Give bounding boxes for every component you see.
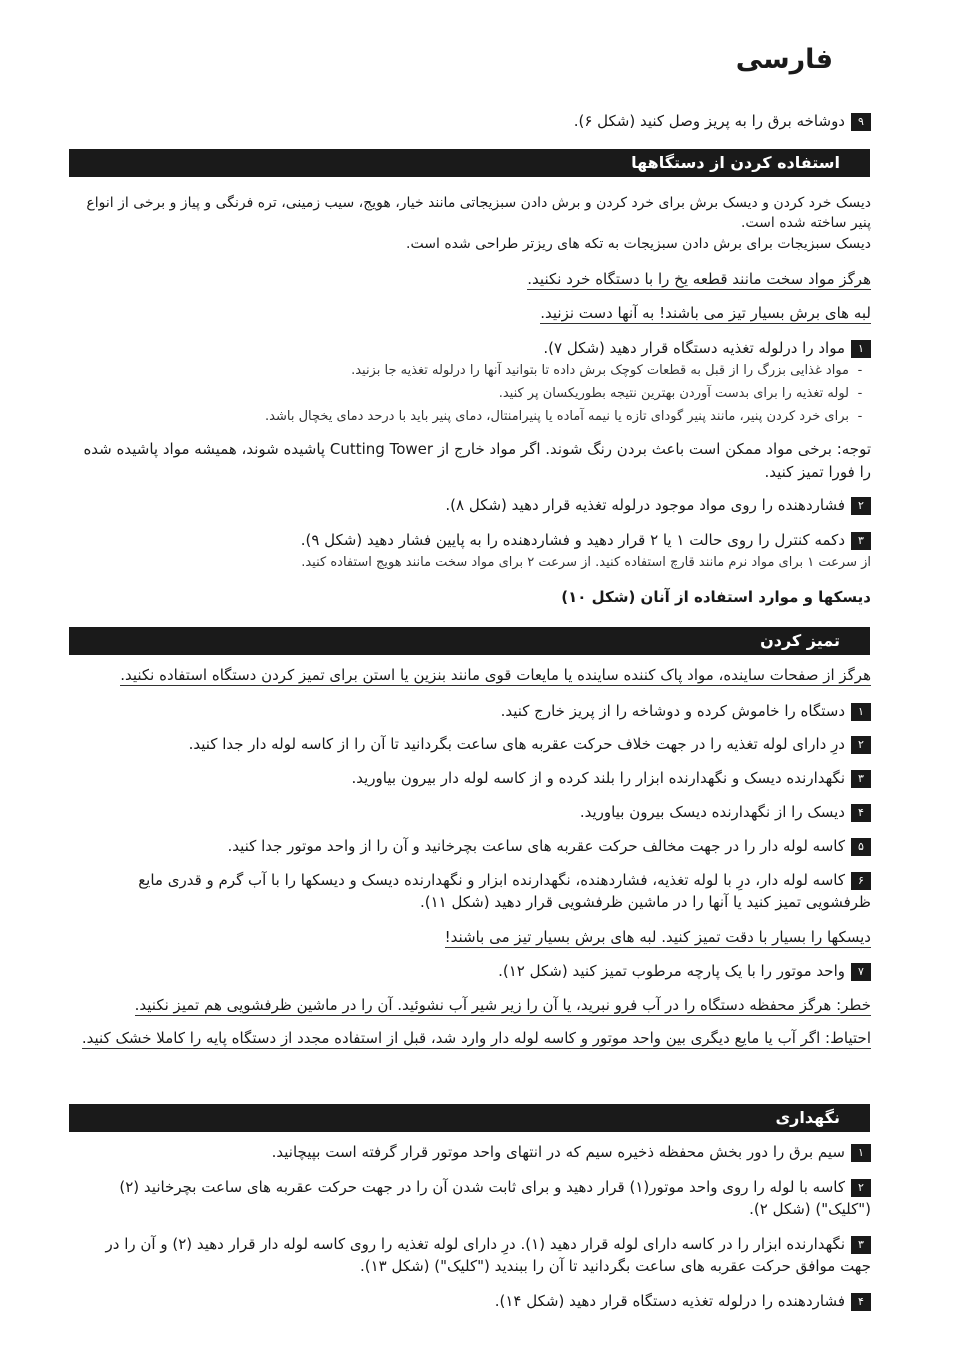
warning-text: هرگز مواد سخت مانند قطعه یخ را با دستگاه خرد نکنید. bbox=[527, 270, 871, 288]
step-text: دستگاه را خاموش کرده و دوشاخه را از پریز خارج کنید. bbox=[500, 702, 845, 720]
storage-step-4 bbox=[76, 1290, 871, 1312]
cleaning-step-6 bbox=[76, 869, 871, 913]
discs-subheading: دیسکها و موارد استفاده از آنان (شکل ۱۰) bbox=[561, 588, 871, 606]
caution-notice bbox=[76, 1027, 871, 1050]
step-text: مواد را درلوله تغذیه دستگاه قرار دهید (شکل ۷). bbox=[543, 339, 845, 357]
section-header-storage: نگهداری bbox=[69, 1104, 870, 1132]
step-text: کاسه لوله دار را در جهت مخالف حرکت عقربه های ساعت بچرخانید و آن را از واحد موتور جدا کنید. bbox=[227, 837, 845, 855]
step-text: فشاردهنده را روی مواد موجود درلوله تغذیه قرار دهید (شکل ۸). bbox=[445, 496, 845, 514]
bullet-item: -مواد غذایی بزرگ را از قبل به قطعات کوچک برش داده تا بتوانید آنها را درلوله تغذیه جا بزنید. bbox=[351, 363, 863, 378]
cleaning-warning bbox=[120, 664, 871, 686]
warning-sharp bbox=[540, 302, 871, 324]
step-number: ۵ bbox=[851, 838, 871, 856]
cleaning-step-4 bbox=[76, 801, 871, 823]
step-text: دیسک را از نگهدارنده دیسک بیرون بیاورید. bbox=[579, 803, 845, 821]
using-step-2 bbox=[76, 494, 871, 516]
step-number: ۷ bbox=[851, 963, 871, 981]
step-number: ۱ bbox=[851, 703, 871, 721]
intro-step bbox=[76, 110, 871, 132]
step-number: ۴ bbox=[851, 1293, 871, 1311]
bullet-item: -برای خرد کردن پنیر، مانند پنیر گودای تازه یا نیمه آماده یا پنیرامنتال، دمای پنیر باید با درحد دمای یخچال باشد. bbox=[265, 409, 863, 424]
step-text: نگهدارنده ابزار را در کاسه دارای لوله قرار دهید (۱). درِ دارای لوله تغذیه را روی کاسه لوله دار قرار دهید (۲) و آن را در جهت موافق حرکت عقربه های ساعت بگردانید تا آن را ببندید ("کلیک") (شکل ۱۳). bbox=[105, 1235, 871, 1275]
step-text: دکمه کنترل را روی حالت ۱ یا ۲ قرار دهید و فشاردهنده را به پایین فشار دهید (شکل ۹). bbox=[300, 531, 845, 549]
step-text: نگهدارنده دیسک و نگهدارنده ابزار را بلند کرده و از کاسه لوله دار بیرون بیاورید. bbox=[351, 769, 845, 787]
step-text: کاسه لوله دار، درِ با لوله تغذیه، فشاردهنده، نگهدارنده ابزار و نگهدارنده دیسک و دیسکها را با آب گرم و قدری مایع ظرفشویی تمیز کنید یا آنها را در ماشین ظرفشویی قرار دهید (شکل ۱۱). bbox=[138, 871, 871, 911]
warning-ice bbox=[527, 268, 871, 290]
storage-step-1 bbox=[76, 1141, 871, 1163]
warning-text: هرگز از صفحات ساینده، مواد پاک کننده ساینده یا مایعات قوی مانند بنزین یا استن برای تمیز کردن دستگاه استفاده نکنید. bbox=[120, 666, 871, 684]
cleaning-warning-discs bbox=[445, 926, 871, 948]
cleaning-step-3 bbox=[76, 767, 871, 789]
danger-notice bbox=[135, 994, 871, 1016]
warning-text: دیسکها را بسیار با دقت تمیز کنید. لبه های برش بسیار تیز می باشند! bbox=[444, 928, 871, 946]
cleaning-step-5 bbox=[76, 835, 871, 857]
step-text: واحد موتور را با یک پارچه مرطوب تمیز کنید (شکل ۱۲). bbox=[498, 962, 845, 980]
step-number: ۲ bbox=[851, 497, 871, 515]
section-header-cleaning: تمیز کردن bbox=[69, 627, 870, 655]
storage-step-2 bbox=[76, 1176, 871, 1220]
step-number: ۳ bbox=[851, 770, 871, 788]
language-title: فارسی bbox=[735, 44, 833, 75]
step-text: فشاردهنده را درلوله تغذیه دستگاه قرار دهید (شکل ۱۴). bbox=[494, 1292, 845, 1310]
section-header-using: استفاده کردن از دستگاهها bbox=[69, 149, 870, 177]
storage-step-3 bbox=[76, 1233, 871, 1277]
warning-text: احتیاط: اگر آب یا مایع دیگری بین واحد موتور و کاسه لوله دار وارد شد، قبل از استفاده مجدد از دستگاه پایه را کاملا خشک کنید. bbox=[81, 1029, 871, 1047]
step-number: ۱ bbox=[851, 340, 871, 358]
step-number: ۱ bbox=[851, 1144, 871, 1162]
speed-note: از سرعت ۱ برای مواد نرم مانند قارچ استفاده کنید. از سرعت ۲ برای مواد سخت مانند هویج استفاده کنید. bbox=[301, 555, 871, 570]
step-number: ۴ bbox=[851, 804, 871, 822]
using-description-2: دیسک سبزیجات برای برش دادن سبزیجات به تکه های ریزتر طراحی شده است. bbox=[406, 236, 871, 252]
using-description-1: دیسک خرد کردن و دیسک برش برای خرد کردن و برش دادن سبزیجاتی مانند خیار، هویج، سیب زمینی، تره فرنگی و پیاز و برخی از انواع پنیر ساخته شده است. bbox=[86, 195, 871, 231]
step-number: ۹ bbox=[851, 113, 871, 131]
step-number: ۲ bbox=[851, 1179, 871, 1197]
cleaning-step-2 bbox=[76, 733, 871, 755]
step-text: درِ دارای لوله تغذیه را در جهت خلاف حرکت عقربه های ساعت بگردانید تا آن را از کاسه لوله دار جدا کنید. bbox=[188, 735, 845, 753]
warning-text: لبه های برش بسیار تیز می باشند! به آنها دست نزنید. bbox=[540, 304, 871, 322]
step-number: ۳ bbox=[851, 532, 871, 550]
step-number: ۲ bbox=[851, 736, 871, 754]
step-text: سیم برق را دور بخش محفظه ذخیره سیم که در انتهای واحد موتور قرار گرفته است بپیچانید. bbox=[271, 1143, 845, 1161]
warning-text: خطر: هرگز محفظه دستگاه را در آب فرو نبرید، یا آن را زیر شیر آب نشوئید. آن را در ماشین ظرفشویی هم تمیز نکنید. bbox=[134, 996, 871, 1014]
bullet-item: -لوله تغذیه را برای بدست آوردن بهترین نتیجه بطوریکسان پر کنید. bbox=[498, 386, 863, 401]
note-staining: توجه: برخی مواد ممکن است باعث بردن رنگ شوند. اگر مواد خارج از Cutting Tower پاشیده شوند، همیشه مواد پاشیده شده را فورا تمیز کنید. bbox=[83, 440, 871, 481]
cleaning-step-7 bbox=[76, 960, 871, 982]
using-step-3 bbox=[76, 529, 871, 551]
step-text: کاسه با لوله را روی واحد موتور(۱) قرار دهید و برای ثابت شدن آن را در جهت حرکت عقربه های ساعت بچرخانید (۲) ("کلیک") (شکل ۲). bbox=[119, 1178, 871, 1218]
cleaning-step-1 bbox=[76, 700, 871, 722]
using-step-1 bbox=[76, 337, 871, 359]
step-text: دوشاخه برق را به پریز وصل کنید (شکل ۶). bbox=[573, 112, 845, 130]
step-number: ۶ bbox=[851, 872, 871, 890]
step-number: ۳ bbox=[851, 1236, 871, 1254]
